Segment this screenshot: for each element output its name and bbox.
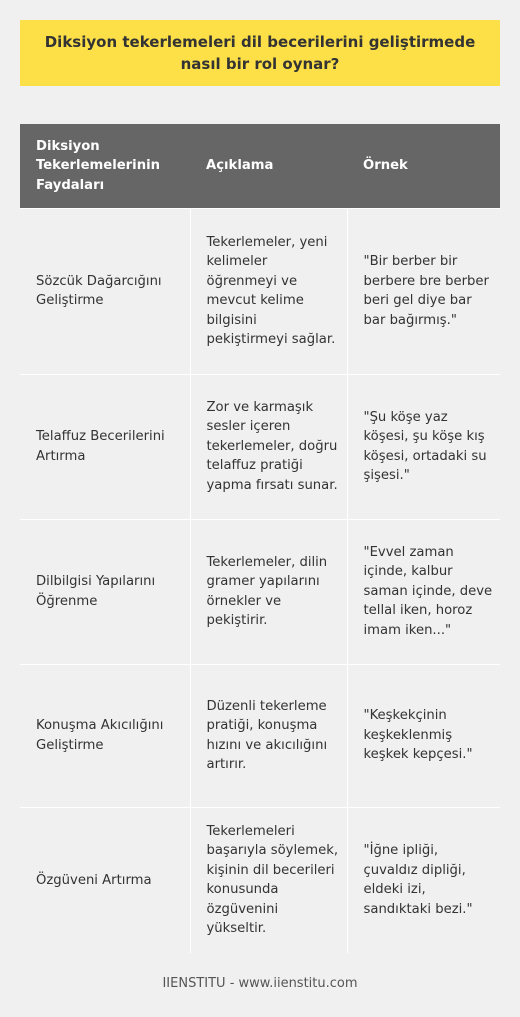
description-cell: Tekerlemeler, dilin gramer yapılarını örnekler ve pekiştirir.: [190, 519, 347, 664]
header-example: Örnek: [347, 124, 500, 208]
header-benefits: Diksiyon Tekerlemelerinin Faydaları: [20, 124, 190, 208]
header-description: Açıklama: [190, 124, 347, 208]
example-cell: "İğne ipliği, çuvaldız dipliği, eldeki izi, sandıktaki bezi.": [347, 807, 500, 953]
table-row: [20, 208, 500, 374]
table-row: [20, 374, 500, 519]
benefit-cell: Telaffuz Becerilerini Artırma: [20, 374, 190, 519]
table-row: [20, 664, 500, 807]
benefit-cell: Dilbilgisi Yapılarını Öğrenme: [20, 519, 190, 664]
benefit-cell: Konuşma Akıcılığını Geliştirme: [20, 664, 190, 807]
benefit-cell: Sözcük Dağarcığını Geliştirme: [20, 208, 190, 374]
description-cell: Tekerlemeler, yeni kelimeler öğrenmeyi ve mevcut kelime bilgisini pekiştirmeyi sağlar.: [190, 208, 347, 374]
description-cell: Zor ve karmaşık sesler içeren tekerlemeler, doğru telaffuz pratiği yapma fırsatı sunar.: [190, 374, 347, 519]
example-cell: "Evvel zaman içinde, kalbur saman içinde, deve tellal iken, horoz imam iken...": [347, 519, 500, 664]
description-cell: Tekerlemeleri başarıyla söylemek, kişinin dil becerileri konusunda özgüvenini yükseltir.: [190, 807, 347, 953]
example-cell: "Keşkekçinin keşkeklenmiş keşkek kepçesi.": [347, 664, 500, 807]
benefits-table: [20, 124, 500, 953]
page-title: Diksiyon tekerlemeleri dil becerilerini geliştirmede nasıl bir rol oynar?: [44, 33, 476, 73]
benefit-cell: Özgüveni Artırma: [20, 807, 190, 953]
table-row: [20, 519, 500, 664]
table-header-row: [20, 124, 500, 208]
table-row: [20, 807, 500, 953]
example-cell: "Bir berber bir berbere bre berber beri gel diye bar bar bağırmış.": [347, 208, 500, 374]
example-cell: "Şu köşe yaz köşesi, şu köşe kış köşesi, ortadaki su şişesi.": [347, 374, 500, 519]
description-cell: Düzenli tekerleme pratiği, konuşma hızını ve akıcılığını artırır.: [190, 664, 347, 807]
footer-credit: IIENSTITU - www.iienstitu.com: [162, 976, 358, 991]
title-banner: [20, 20, 500, 86]
